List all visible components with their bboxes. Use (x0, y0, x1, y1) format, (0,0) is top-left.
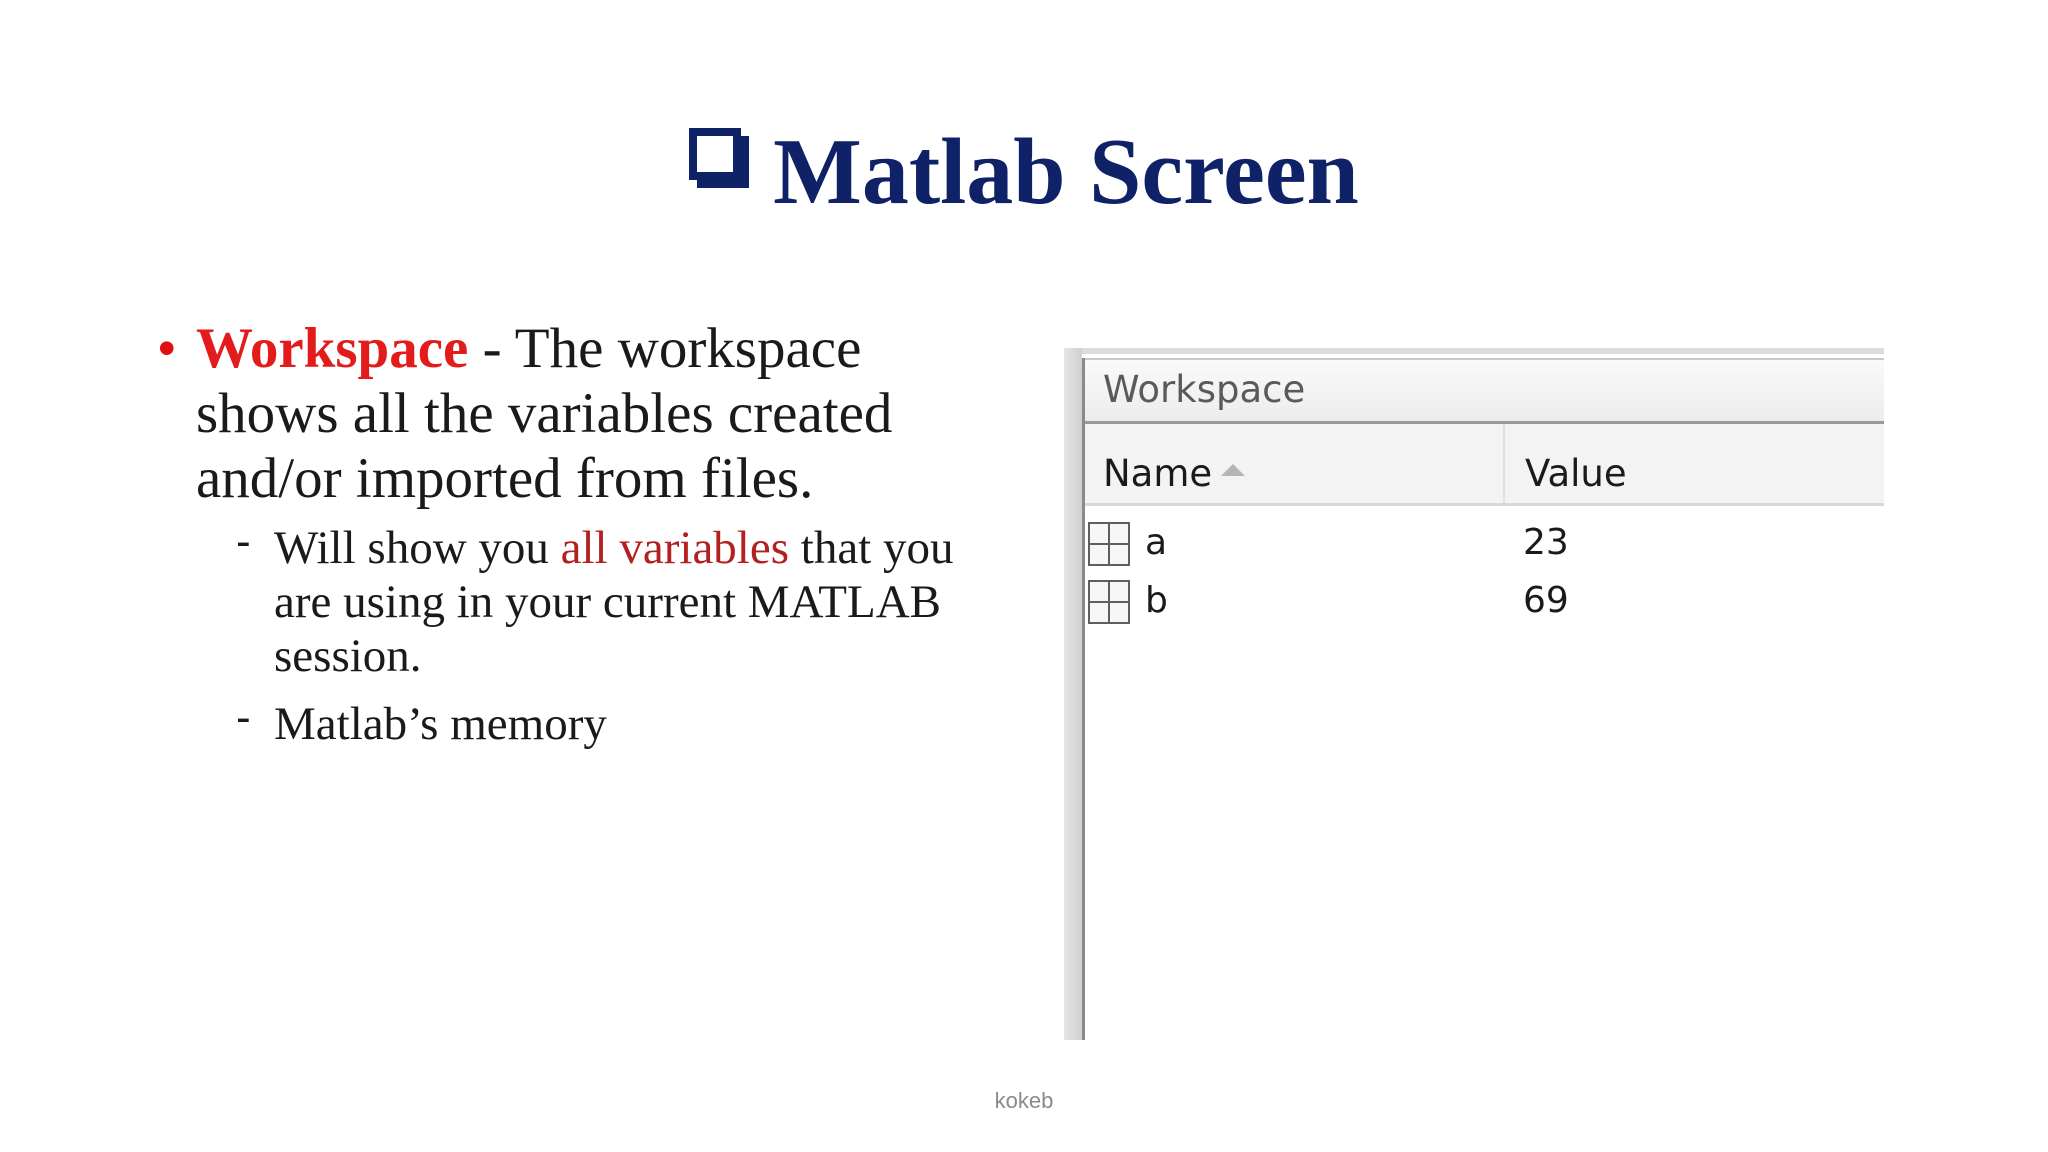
sub-bullet-highlight: all variables (560, 522, 790, 574)
variable-value: 69 (1523, 580, 1569, 621)
sub-bullet-text: Will show you (274, 522, 561, 574)
slide-footer: kokeb (994, 1088, 1054, 1113)
variable-name: a (1145, 522, 1168, 563)
workspace-titlebar (1085, 358, 1884, 424)
column-header-name-label: Name (1103, 452, 1213, 495)
column-header-name (1085, 424, 1505, 503)
sub-bullet-list (158, 517, 978, 751)
bullet-workspace (158, 316, 978, 511)
slide-content (158, 316, 978, 765)
dash-icon: - (236, 693, 251, 742)
workspace-title: Workspace (1103, 368, 1306, 411)
sub-bullet-text: that you are using in your current MATLAB session. (274, 522, 954, 682)
panel-frame-top (1064, 348, 1884, 354)
slide-title-area (0, 112, 2048, 232)
bullet-text: - The workspace shows all the variables created and/or imported from files. (196, 317, 893, 510)
bullet-dot-icon: • (158, 320, 176, 376)
variable-value: 23 (1523, 522, 1569, 563)
sub-bullet-text: Matlab’s memory (274, 698, 607, 750)
sub-bullet-item (236, 517, 978, 683)
column-header-value-label: Value (1525, 452, 1627, 495)
workspace-panel-screenshot (1064, 348, 1884, 1040)
matrix-variable-icon (1088, 522, 1130, 566)
table-row (1085, 514, 1884, 572)
variable-name: b (1145, 580, 1168, 621)
table-header (1085, 424, 1884, 506)
matrix-variable-icon (1088, 580, 1130, 624)
slide-title: Matlab Screen (773, 120, 1359, 224)
table-row (1085, 572, 1884, 630)
checkbox-square-icon (689, 128, 741, 180)
sort-ascending-icon (1221, 464, 1245, 476)
bullet-keyword: Workspace (196, 317, 469, 380)
panel-frame-left (1064, 348, 1082, 1040)
dash-icon: - (236, 517, 251, 566)
sub-bullet-item (236, 693, 978, 751)
